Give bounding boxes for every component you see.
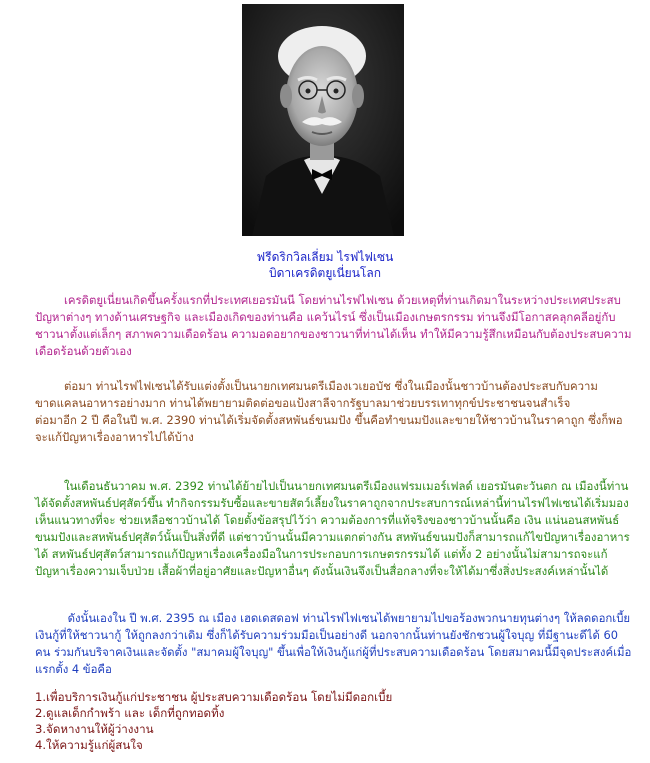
paragraph-flammersfeld: ในเดือนธันวาคม พ.ศ. 2392 ท่านได้ย้ายไปเป็นนายกเทศมนตรีเมืองแฟรมเมอร์เฟลด์ เยอรมันตะวันตก ณ เมืองนี้ท่านได้จัดตั้งสหพันธ์ปศุสัตว์ขึ้น ทำกิจกรรมรับซื้อและขายสัตว์เลี้ยงในราคาถูกจากประสบการณ์เหล่านี้ท่านไรฟไฟเซนได้เริ่มมองเห็นแนวทางที่จะ ช่วยเหลือชาวบ้านได้ โดยตั้งข้อสรุปไว้ว่า ความต้องการที่แท้จริงของชาวบ้านนั้นคือ เงิน แน่นอนสหพันธ์ขนมปังและสหพันธ์ปศุสัตว์นั้นเป็นสิ่งที่ดี แต่ชาวบ้านนั้นมีความแตกต่างกัน สหพันธ์ขนมปังก็สามารถแก้ไขปัญหาเรื่องอาหารได้ สหพันธ์ปศุสัตว์สามารถแก้ปัญหาเรื่องเครื่องมือในการประกอบการเกษตรกรรมได้ แต่ทั้ง 2 อย่างนั้นไม่สามารถจะแก้ปัญหาเรื่องความเจ็บป่วย เสื้อผ้าที่อยู่อาศัยและปัญหาอื่นๆ ดังนั้นเงินจึงเป็นสื่อกลางที่จะให้ได้มาซึ่งสิ่งประสงค์เหล่านั้นได้ — [35, 479, 630, 578]
list-item: 4.ให้ความรู้แก่ผู้สนใจ — [35, 738, 143, 752]
list-item: 1.เพื่อบริการเงินกู้แก่ประชาชน ผู้ประสบความเดือดร้อน โดยไม่มีดอกเบี้ย — [35, 690, 393, 704]
list-item: 3.จัดหางานให้ผู้ว่างงาน — [35, 722, 154, 736]
objectives-list — [35, 689, 635, 753]
list-item: 2.ดูแลเด็กกำพร้า และ เด็กที่ถูกทอดทิ้ง — [35, 706, 225, 720]
paragraph-heddesdorf: ดังนั้นเองใน ปี พ.ศ. 2395 ณ เมือง เฮดเดสดอฟ ท่านไรฟไฟเซนได้พยายามไปขอร้องพวกนายทุนต่างๆ ให้ลดดอกเบี้ยเงินกู้ที่ให้ชาวนากู้ ให้ถูกลงกว่าเดิม ซึ่งก็ได้รับความร่วมมือเป็นอย่างดี นอกจากนั้นท่านยังชักชวนผู้ใจบุญ ที่มีฐานะดีได้ 60 คน ร่วมกันบริจาคเงินและจัดตั้ง "สมาคมผู้ใจบุญ" ขึ้นเพื่อให้เงินกู้แก่ผู้ที่ประสบความเดือดร้อน โดยสมาคมนี้มีจุดประสงค์เมื่อแรกตั้ง 4 ข้อคือ — [35, 611, 632, 676]
caption-name: ฟรีดริกวิลเลี่ยม ไรฟไฟเซน — [256, 250, 394, 264]
photo-caption — [0, 249, 650, 281]
caption-title: บิดาเครดิตยูเนี่ยนโลก — [269, 266, 381, 280]
paragraph-origin: เครดิตยูเนี่ยนเกิดขึ้นครั้งแรกที่ประเทศเยอรมันนี โดยท่านไรฟไฟเซน ด้วยเหตุที่ท่านเกิดมาในระหว่างประเทศประสบปัญหาต่างๆ ทางด้านเศรษฐกิจ และเมืองเกิดของท่านคือ แคว้นไรน์ ซึ่งเป็นเมืองเกษตรกรรม ท่านจึงมีโอกาสคลุกคลีอยู่กับชาวนาตั้งแต่เล็กๆ สภาพความเดือดร้อน ความอดอยากของชาวนาที่ท่านได้เห็น ทำให้มีความรู้สึกเหมือนกับต้องประสบความเดือดร้อนด้วยตัวเอง — [35, 293, 632, 358]
portrait-photo — [242, 4, 404, 236]
paragraph-mayor-weyerbusch: ต่อมา ท่านไรฟไฟเซนได้รับแต่งตั้งเป็นนายกเทศมนตรีเมืองเวเยอบัช ซึ่งในเมืองนั้นชาวบ้านต้องประสบกับความขาดแคลนอาหารอย่างมาก ท่านได้พยายามติดต่อขอแป้งสาลีจากรัฐบาลมาช่วยบรรเทาทุกข์ประชาชนจนสำเร็จ ต่อมาอีก 2 ปี คือในปี พ.ศ. 2390 ท่านได้เริ่มจัดตั้งสหพันธ์ขนมปัง ขึ้นคือทำขนมปังและขายให้ชาวบ้านในราคาถูก ซึ่งก็พอจะแก้ปัญหาเรื่องอาหารไปได้บ้าง — [35, 379, 623, 444]
